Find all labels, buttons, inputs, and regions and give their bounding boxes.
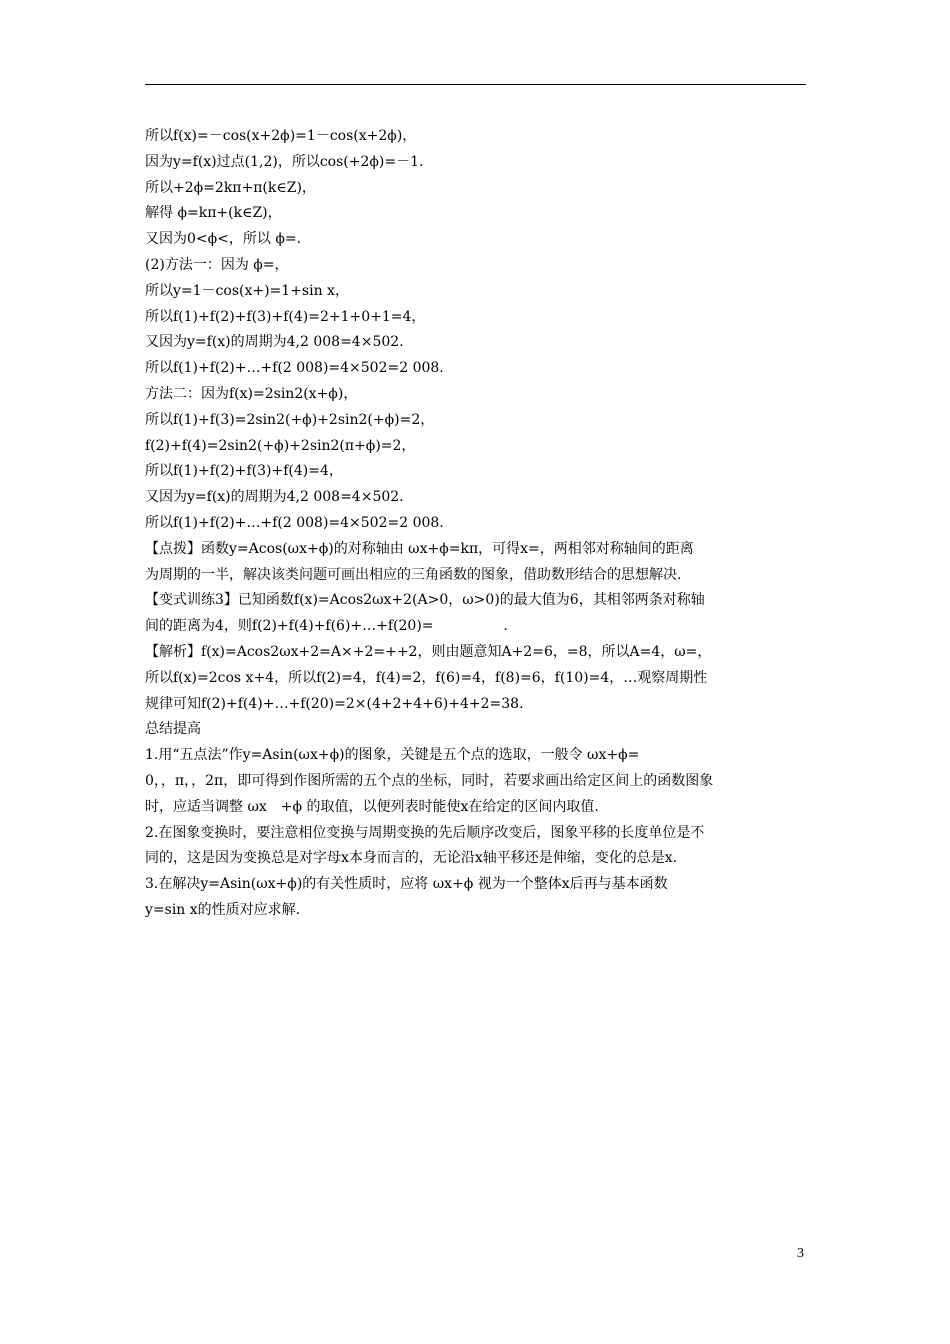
text-line: 又因为0<ϕ<，所以 ϕ=.	[145, 231, 302, 248]
exercise-line: 间的距离为4，则f(2)+f(4)+f(6)+…+f(20)= .	[145, 618, 508, 635]
text-line: 方法二：因为f(x)=2sin2(x+ϕ)，	[145, 385, 358, 402]
text-line: 解得 ϕ=kπ+(k∈Z)，	[145, 205, 282, 222]
summary-line: 0，，π，，2π，即可得到作图所需的五个点的坐标，同时，若要求画出给定区间上的函数图象	[145, 772, 714, 789]
summary-line: y=sin x的性质对应求解.	[145, 901, 301, 918]
summary-line: 2.在图象变换时，要注意相位变换与周期变换的先后顺序改变后，图象平移的长度单位是不	[145, 824, 705, 841]
text-line: 因为y=f(x)过点(1,2)，所以cos(+2ϕ)=－1.	[145, 153, 424, 170]
text-line: (2)方法一：因为 ϕ=，	[145, 256, 289, 273]
text-line: 所以f(1)+f(3)=2sin2(+ϕ)+2sin2(+ϕ)=2，	[145, 411, 435, 428]
text-line: 又因为y=f(x)的周期为4,2 008=4×502.	[145, 489, 404, 506]
text-line: 又因为y=f(x)的周期为4,2 008=4×502.	[145, 334, 404, 351]
hint-line: 为周期的一半，解决该类问题可画出相应的三角函数的图象，借助数形结合的思想解决.	[145, 566, 682, 583]
text-line: 所以f(1)+f(2)+f(3)+f(4)=2+1+0+1=4，	[145, 308, 426, 325]
summary-line: 1.用“五点法”作y=Asin(ωx+ϕ)的图象，关键是五个点的选取，一般令 ωx+ϕ=	[145, 747, 640, 764]
solution-line: 规律可知f(2)+f(4)+…+f(20)=2×(4+2+4+6)+4+2=38.	[145, 695, 524, 712]
text-line: 所以f(1)+f(2)+f(3)+f(4)=4，	[145, 463, 343, 480]
text-line: 所以+2ϕ=2kπ+π(k∈Z)，	[145, 179, 316, 196]
text-line: 所以f(1)+f(2)+…+f(2 008)=4×502=2 008.	[145, 360, 444, 377]
summary-line: 时，应适当调整 ωx +ϕ 的取值，以便列表时能使x在给定的区间内取值.	[145, 798, 599, 815]
text-line: 所以y=1－cos(x+)=1+sin x，	[145, 282, 349, 299]
hint-line: 【点拨】函数y=Acos(ωx+ϕ)的对称轴由 ωx+ϕ=kπ，可得x=，两相邻对称轴间的距离	[145, 540, 694, 557]
text-line: f(2)+f(4)=2sin2(+ϕ)+2sin2(π+ϕ)=2，	[145, 437, 416, 454]
section-heading: 总结提高	[145, 721, 201, 738]
summary-line: 3.在解决y=Asin(ωx+ϕ)的有关性质时，应将 ωx+ϕ 视为一个整体x后再与基本函数	[145, 876, 668, 893]
summary-line: 同的，这是因为变换总是对字母x本身而言的，无论沿x轴平移还是伸缩，变化的总是x.	[145, 850, 678, 867]
solution-line: 所以f(x)=2cos x+4，所以f(2)=4，f(4)=2，f(6)=4，f(8)=6，f(10)=4，…观察周期性	[145, 669, 708, 686]
solution-line: 【解析】f(x)=Acos2ωx+2=A×+2=++2，则由题意知A+2=6，=8，所以A=4，ω=，	[145, 643, 712, 660]
header-rule	[145, 84, 806, 85]
document-body	[145, 124, 810, 924]
text-line: 所以f(x)=－cos(x+2ϕ)=1－cos(x+2ϕ)，	[145, 128, 417, 144]
page-number: 3	[797, 1246, 804, 1261]
exercise-line: 【变式训练3】已知函数f(x)=Acos2ωx+2(A>0，ω>0)的最大值为6，其相邻两条对称轴	[145, 592, 705, 609]
text-line: 所以f(1)+f(2)+…+f(2 008)=4×502=2 008.	[145, 514, 444, 531]
